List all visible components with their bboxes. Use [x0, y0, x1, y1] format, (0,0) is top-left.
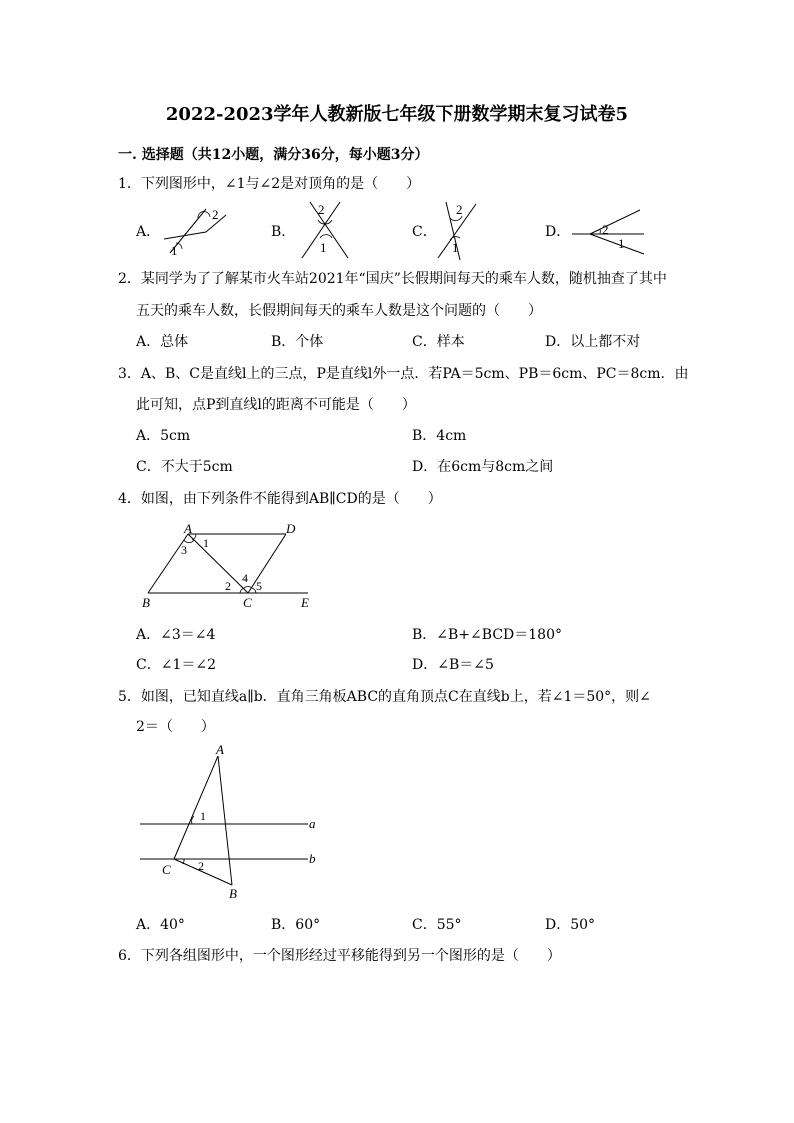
- q4-option-c: C．∠1＝∠2: [136, 657, 216, 673]
- q1c-label-2: 2: [456, 202, 463, 217]
- q1-option-d: D．: [545, 224, 571, 240]
- q3-line1: 3．A、B、C是直线l上的三点，P是直线l外一点．若PA＝5cm、PB＝6cm、PC＝8cm．由: [118, 366, 689, 382]
- q4-label-e: E: [301, 595, 309, 610]
- q5-label-1: 1: [200, 809, 206, 823]
- q2-option-a: A．总体: [136, 334, 189, 350]
- q3-option-a: A．5cm: [136, 428, 191, 444]
- q1a-label-1: 1: [171, 243, 178, 257]
- q4-label-4: 4: [242, 571, 248, 585]
- q5-line1: 5．如图，已知直线a∥b．直角三角板ABC的直角顶点C在直线b上，若∠1＝50°，则∠: [118, 689, 651, 705]
- q1b-label-1: 1: [320, 240, 327, 255]
- q4-option-d: D．∠B＝∠5: [412, 657, 494, 673]
- q5-option-a: A．40°: [136, 917, 185, 933]
- q2-option-c: C．样本: [412, 334, 465, 350]
- q4-option-a: A．∠3＝∠4: [136, 627, 216, 643]
- q4-label-c: C: [243, 595, 252, 610]
- q5-line2: 2＝（ ）: [136, 719, 215, 735]
- q1-option-b: B．: [271, 224, 296, 240]
- q4-label-a: A: [184, 521, 192, 536]
- q6-stem: 6．下列各组图形中，一个图形经过平移能得到另一个图形的是（ ）: [118, 948, 561, 964]
- q1-figure-c: [436, 200, 484, 262]
- q3-line2: 此可知，点P到直线l的距离不可能是（ ）: [136, 397, 416, 413]
- q4-label-b: B: [142, 595, 150, 610]
- q1d-label-1: 1: [618, 236, 625, 251]
- q4-stem: 4．如图，由下列条件不能得到AB∥CD的是（ ）: [118, 491, 442, 507]
- q4-figure: [136, 518, 322, 612]
- q5-figure: [136, 742, 322, 902]
- page-title: 2022-2023学年人教新版七年级下册数学期末复习试卷5: [165, 104, 629, 125]
- q1-figure-d: [570, 204, 646, 256]
- q1a-label-2: 2: [212, 207, 219, 222]
- section-heading: 一. 选择题（共12小题，满分36分，每小题3分）: [118, 147, 429, 163]
- q5-label-b-vertex: B: [229, 886, 237, 901]
- q4-label-2: 2: [225, 579, 231, 593]
- q1b-label-2: 2: [318, 202, 325, 217]
- q4-option-b: B．∠B+∠BCD＝180°: [412, 627, 562, 643]
- q5-label-a-vertex: A: [216, 742, 224, 757]
- q1-figure-a: [162, 205, 232, 257]
- q1-figure-b: [296, 200, 356, 262]
- q2-option-b: B．个体: [271, 334, 324, 350]
- q2-line1: 2．某同学为了了解某市火车站2021年“国庆”长假期间每天的乘车人数，随机抽查了其中: [118, 271, 667, 287]
- q1-option-a: A．: [136, 224, 161, 240]
- q5-label-c: C: [162, 862, 171, 877]
- q1-stem: 1．下列图形中，∠1与∠2是对顶角的是（ ）: [118, 176, 421, 192]
- q3-option-c: C．不大于5cm: [136, 459, 233, 475]
- q5-label-line-b: b: [309, 851, 316, 866]
- q1-option-c: C．: [412, 224, 437, 240]
- q4-label-d: D: [286, 521, 296, 536]
- q4-label-1: 1: [203, 536, 209, 550]
- q5-label-line-a: a: [309, 816, 316, 831]
- q4-label-5: 5: [256, 579, 262, 593]
- q1d-label-2: 2: [602, 222, 609, 237]
- q5-option-c: C．55°: [412, 917, 462, 933]
- q3-option-d: D．在6cm与8cm之间: [412, 459, 554, 475]
- q5-label-2: 2: [198, 859, 204, 873]
- q5-option-b: B．60°: [271, 917, 321, 933]
- q3-option-b: B．4cm: [412, 428, 467, 444]
- q4-label-3: 3: [181, 543, 187, 557]
- q2-line2: 五天的乘车人数，长假期间每天的乘车人数是这个问题的（ ）: [136, 303, 542, 319]
- q1c-label-1: 1: [452, 240, 459, 255]
- q2-option-d: D．以上都不对: [545, 334, 641, 350]
- q5-option-d: D．50°: [545, 917, 596, 933]
